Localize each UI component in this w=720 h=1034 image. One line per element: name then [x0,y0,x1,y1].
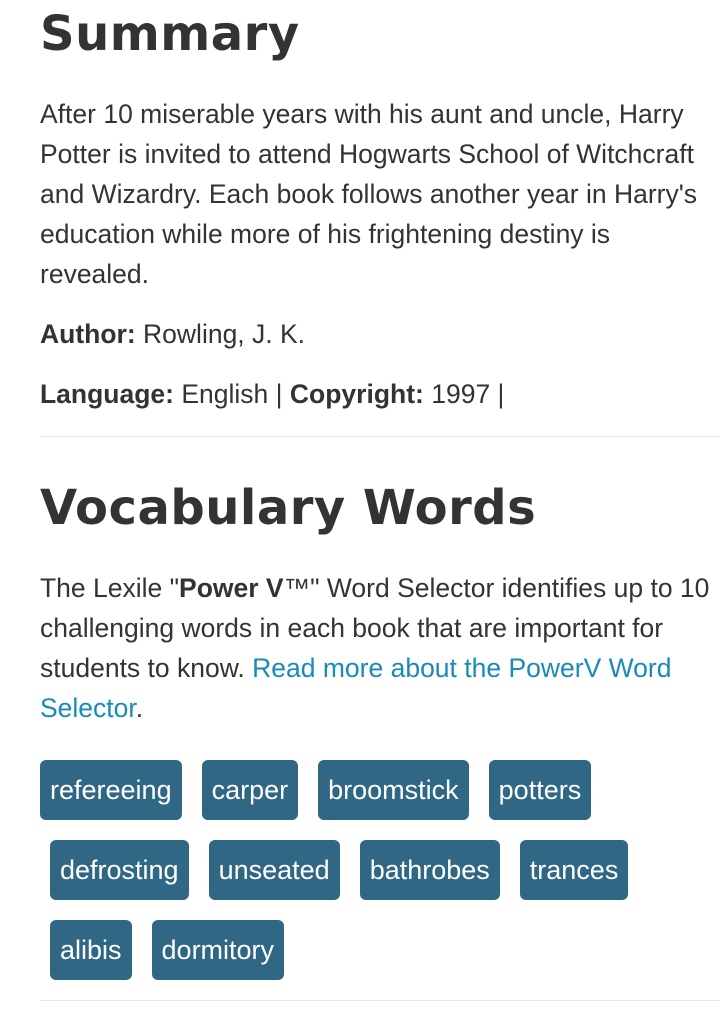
word-chip-alibis[interactable]: alibis [50,920,132,980]
language-copyright-line [40,374,504,414]
vocabulary-word-list [40,760,680,1000]
language-label: Language: [40,379,174,409]
word-chip-potters[interactable]: potters [489,760,592,820]
author-label: Author: [40,319,136,349]
intro-prefix: The Lexile " [40,573,180,603]
copyright-value: 1997 | [431,379,505,409]
summary-paragraph: After 10 miserable years with his aunt and uncle, Harry Potter is invited to attend Hogwarts School of Witchcraft and Wizardry. Each book follows another year in Harry's education while more of his frightening destiny is revealed. [40,99,698,289]
word-row-1 [40,760,680,820]
power-v-label: Power V [179,573,284,603]
word-row-2 [40,840,680,900]
vocabulary-intro [40,568,720,728]
copyright-label: Copyright: [289,379,424,409]
power-v-info-link[interactable]: Read more about the PowerV Word Selector [40,653,672,723]
word-chip-defrosting[interactable]: defrosting [50,840,189,900]
word-chip-bathrobes[interactable]: bathrobes [360,840,500,900]
intro-period: . [135,693,144,723]
intro-rest: ™" Word Selector identifies up to 10 challenging words in each book that are important for students to know. [40,573,710,683]
word-row-3 [40,920,680,980]
word-chip-trances[interactable]: trances [520,840,629,900]
language-value: English | [181,379,283,409]
section-divider-bottom [40,1000,720,1001]
section-divider [40,436,720,437]
author-line [40,314,305,354]
word-chip-unseated[interactable]: unseated [209,840,340,900]
word-chip-refereeing[interactable]: refereeing [40,760,182,820]
word-chip-dormitory[interactable]: dormitory [152,920,285,980]
author-value: Rowling, J. K. [143,319,306,349]
word-chip-carper[interactable]: carper [202,760,299,820]
word-chip-broomstick[interactable]: broomstick [318,760,469,820]
summary-heading: Summary [40,6,300,62]
vocabulary-heading: Vocabulary Words [40,480,537,536]
